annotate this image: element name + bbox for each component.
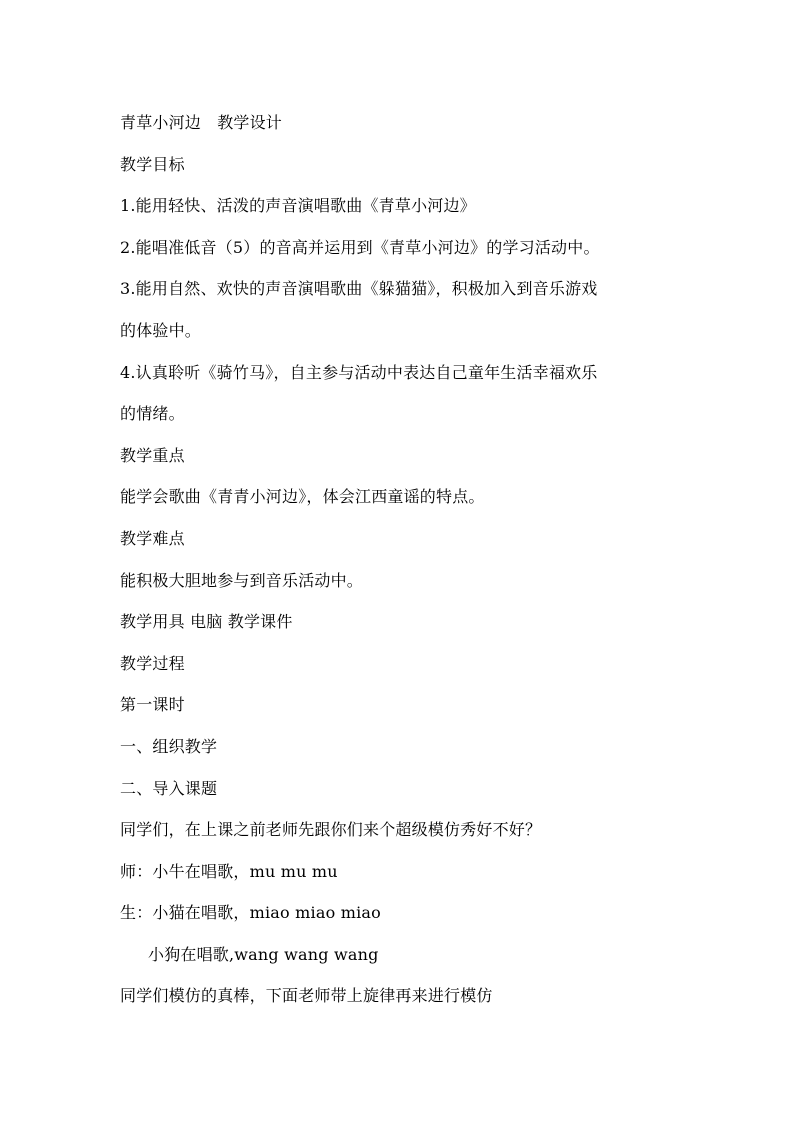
document-title: 青草小河边 教学设计 [120,113,283,132]
dog-line: 小狗在唱歌,wang wang wang [148,944,379,964]
heading-teaching-goals: 教学目标 [120,154,185,174]
student-line: 生：小猫在唱歌，miao miao miao [120,903,381,923]
goal-3-line-2: 的体验中。 [120,320,202,340]
goal-4-line-1: 4.认真聆听《骑竹马》，自主参与活动中表达自己童年生活幸福欢乐 [120,362,598,382]
difficulty-text: 能积极大胆地参与到音乐活动中。 [120,570,364,590]
lesson-1-label: 第一课时 [120,695,185,715]
step-organize: 一、组织教学 [120,736,218,756]
intro-question: 同学们，在上课之前老师先跟你们来个超级模仿秀好不好？ [120,820,542,840]
heading-difficulties: 教学难点 [120,528,185,548]
goal-1: 1.能用轻快、活泼的声音演唱歌曲《青草小河边》 [120,196,476,216]
goal-3-line-1: 3.能用自然、欢快的声音演唱歌曲《躲猫猫》，积极加入到音乐游戏 [120,279,598,299]
heading-process: 教学过程 [120,653,185,673]
teaching-tools: 教学用具 电脑 教学课件 [120,612,293,632]
goal-4-line-2: 的情绪。 [120,404,185,424]
teacher-line: 师：小牛在唱歌，mu mu mu [120,861,338,881]
document-body [120,102,680,1017]
step-introduce: 二、导入课题 [120,778,218,798]
goal-2: 2.能唱准低音（5）的音高并运用到《青草小河边》的学习活动中。 [120,237,600,257]
praise-line: 同学们模仿的真棒，下面老师带上旋律再来进行模仿 [120,986,493,1006]
key-point-text: 能学会歌曲《青青小河边》，体会江西童谣的特点。 [120,487,485,507]
heading-key-points: 教学重点 [120,445,185,465]
